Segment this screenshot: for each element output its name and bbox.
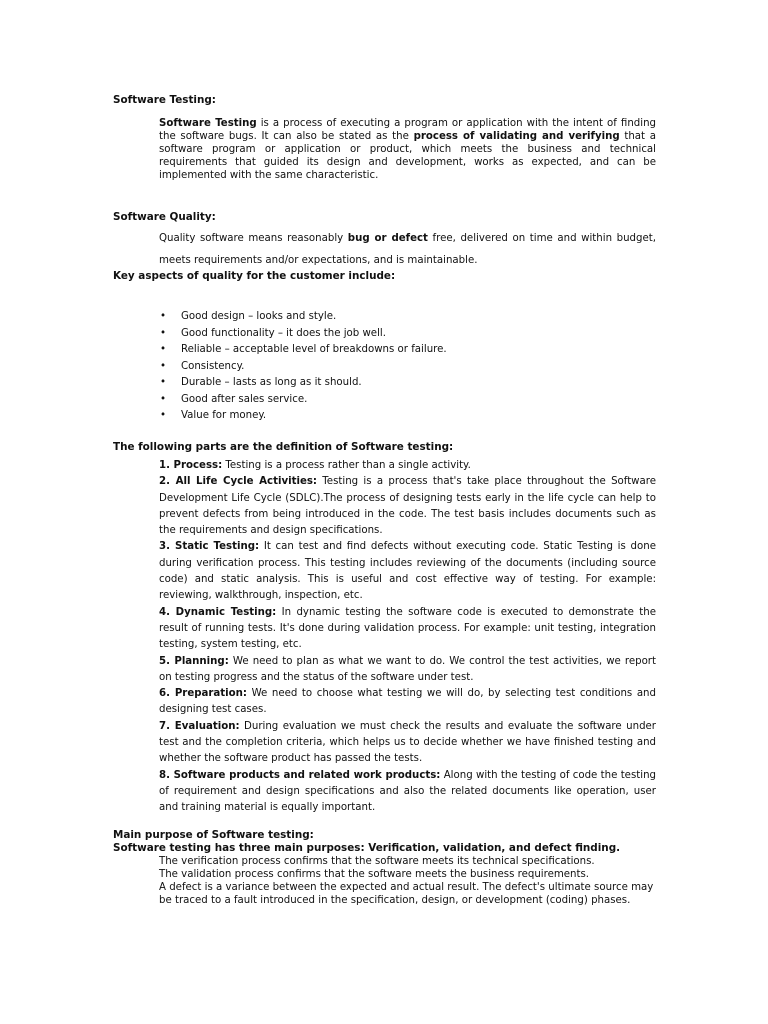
list-item: • Value for money. xyxy=(160,410,267,421)
quality-text-a: Quality software means reasonably xyxy=(159,233,348,244)
key-aspects-heading: Key aspects of quality for the customer include: xyxy=(113,270,396,282)
purpose-verification: The verification process confirms that the software meets its technical specifications. xyxy=(159,856,595,867)
testing-text-a: is a process of executing a program or application with the intent of finding the software bugs. It can also be stated as the xyxy=(159,118,656,142)
item-label: 2. All Life Cycle Activities: xyxy=(159,476,317,488)
item-label: 4. Dynamic Testing: xyxy=(159,606,277,618)
quality-line-2: meets requirements and/or expectations, and is maintainable. xyxy=(159,255,478,266)
bullet-icon: • xyxy=(160,344,167,355)
item-label: 7. Evaluation: xyxy=(159,720,240,732)
bullet-icon: • xyxy=(160,311,167,322)
list-item: • Reliable – acceptable level of breakdowns or failure. xyxy=(160,344,447,355)
list-item: • Consistency. xyxy=(160,360,245,372)
testing-text-b: that a software program or application or product, which meets the business and technical requirements that guided its design and development, works as expected, and can be implemented with the same characteristic. xyxy=(159,131,656,181)
list-item: 7. Evaluation: During evaluation we must check the results and evaluate the software under test and the completion criteria, which helps us to decide whether we have finished testing and whether the software product has passed the tests. xyxy=(159,720,656,765)
software-testing-heading: Software Testing: xyxy=(113,94,216,106)
purpose-defect: A defect is a variance between the expected and actual result. The defect's ultimate source may be traced to a fault introduced in the specification, design, or development (coding) phases. xyxy=(159,882,654,906)
item-label: 5. Planning: xyxy=(159,655,229,667)
item-label: 1. Process: xyxy=(159,460,223,471)
bullet-icon: • xyxy=(160,360,167,372)
bullet-icon: • xyxy=(160,377,167,388)
term-validating-verifying: process of validating and verifying xyxy=(413,131,620,142)
bullet-icon: • xyxy=(160,327,167,339)
term-software-testing: Software Testing xyxy=(159,118,257,129)
item-label: 8. Software products and related work products: xyxy=(159,769,441,781)
term-bug-or-defect: bug or defect xyxy=(347,233,428,244)
quality-line-1 xyxy=(159,232,656,245)
definition-heading: The following parts are the definition of Software testing: xyxy=(113,441,454,453)
list-item: • Durable – lasts as long as it should. xyxy=(160,377,362,388)
main-purpose-heading: Main purpose of Software testing: xyxy=(113,829,314,841)
bullet-icon: • xyxy=(160,393,167,405)
definition-list xyxy=(159,458,656,817)
item-label: 3. Static Testing: xyxy=(159,541,260,553)
list-item: • Good functionality – it does the job well. xyxy=(160,327,386,339)
software-testing-paragraph xyxy=(159,117,656,182)
list-item: 1. Process: Testing is a process rather than a single activity. xyxy=(159,460,471,471)
bullet-icon: • xyxy=(160,410,167,421)
list-item: • Good design – looks and style. xyxy=(160,311,337,322)
list-item: 6. Preparation: We need to choose what testing we will do, by selecting test conditions and designing test cases. xyxy=(159,688,656,716)
list-item: 8. Software products and related work products: Along with the testing of code the testing of requirement and design specifications and also the related documents like operation, user and training material is equally important. xyxy=(159,769,657,814)
list-item: 4. Dynamic Testing: In dynamic testing the software code is executed to demonstrate the result of running tests. It's done during validation process. For example: unit testing, integration testing, system testing, etc. xyxy=(159,606,656,651)
three-purposes-heading: Software testing has three main purposes: Verification, validation, and defect finding. xyxy=(113,842,621,854)
purpose-validation: The validation process confirms that the software meets the business requirements. xyxy=(159,869,590,880)
key-aspects-list xyxy=(160,310,447,426)
list-item: 3. Static Testing: It can test and find defects without executing code. Static Testing is done during verification process. This testing includes reviewing of the documents (including source code) and static analysis. This is useful and cost effective way of testing. For example: reviewing, walkthrough, inspection, etc. xyxy=(159,541,656,602)
list-item: • Good after sales service. xyxy=(160,393,308,405)
list-item: 5. Planning: We need to plan as what we want to do. We control the test activities, we report on testing progress and the status of the software under test. xyxy=(159,655,656,683)
item-label: 6. Preparation: xyxy=(159,688,247,700)
software-quality-heading: Software Quality: xyxy=(113,211,216,223)
list-item: 2. All Life Cycle Activities: Testing is a process that's take place throughout the Software Development Life Cycle (SDLC).The process of designing tests early in the life cycle can help to prevent defects from being introduced in the code. The test basis includes documents such as the requirements and design specifications. xyxy=(159,476,656,537)
quality-text-b: free, delivered on time and within budget, xyxy=(427,233,656,244)
